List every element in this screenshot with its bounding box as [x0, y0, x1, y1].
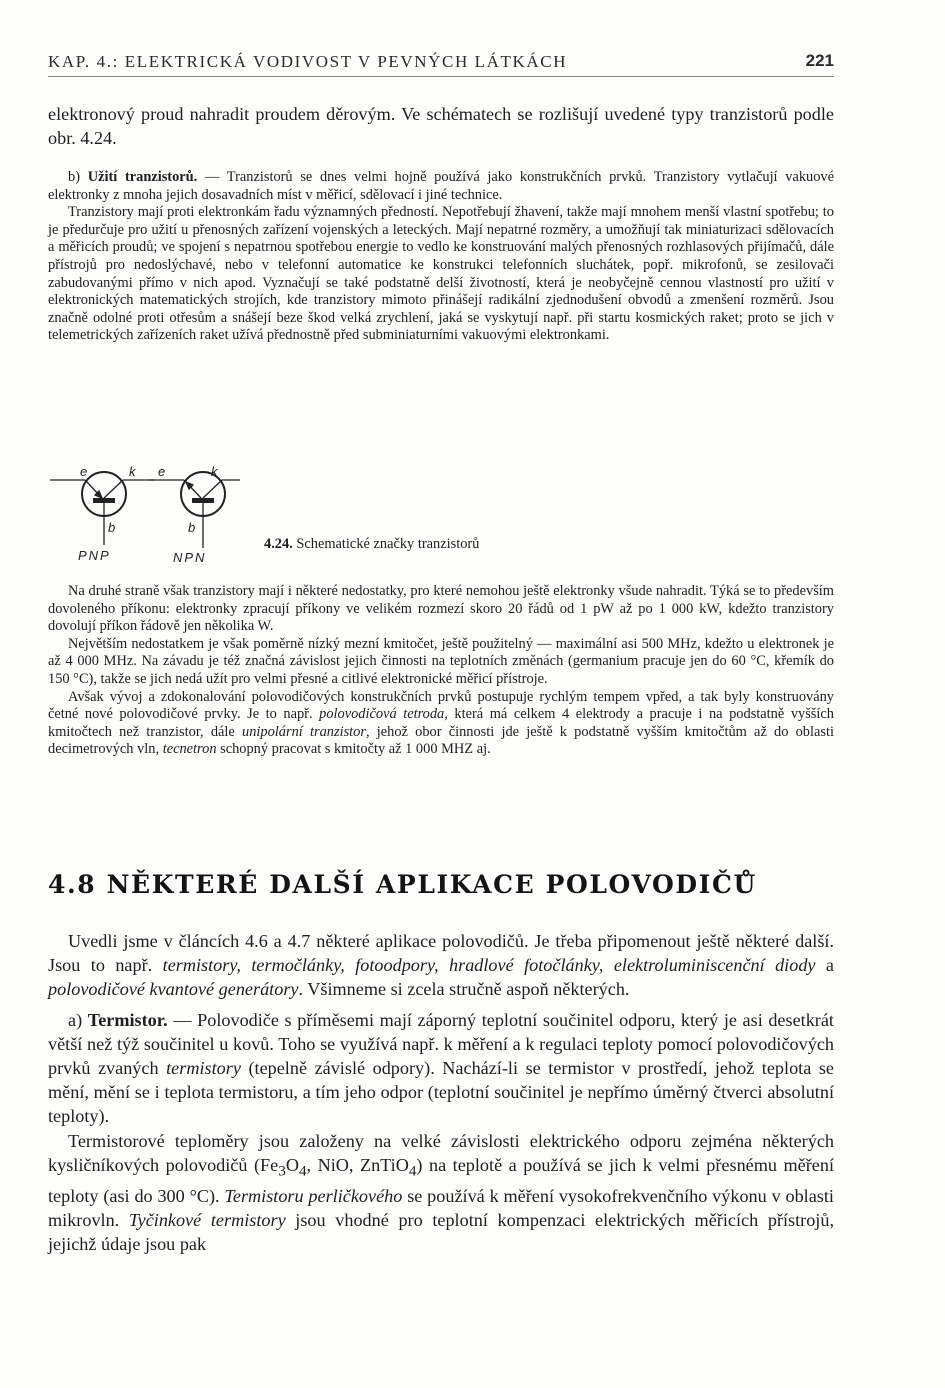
drawbacks-paragraph-1: Na druhé straně však tranzistory mají i některé nedostatky, pro které nemohou ještě elektronky všude nahradit. Týká se to především dovoleného příkonu: elektronky zpracují příkony ve velikém rozmezí skoro 20 řádů od 1 pW až po 1 000 kW, kdežto tranzistory dovolují příkon řádově jen několika W. — [48, 583, 834, 635]
npn-collector-label: k — [211, 464, 218, 479]
term-unipolar: unipolární tranzistor — [242, 723, 366, 740]
termistor-paragraph — [48, 1008, 834, 1129]
intro-b: a — [815, 955, 834, 976]
sub-4b: 4 — [408, 1162, 417, 1180]
pnp-emitter-label: e — [80, 464, 88, 479]
transistor-symbols-figure — [48, 460, 248, 570]
intro-c: . Všimneme si zcela stručně aspoň některých. — [298, 979, 630, 1000]
running-title: KAP. 4.: ELEKTRICKÁ VODIVOST V PEVNÝCH LÁTKÁCH — [48, 52, 568, 71]
thermo-b: O — [285, 1154, 299, 1175]
thermometer-paragraph — [48, 1129, 834, 1257]
pnp-base-label: b — [108, 520, 116, 535]
section-b-prefix: b) — [68, 169, 88, 185]
pnp-symbol-icon — [50, 472, 154, 545]
bead-thermistor: Termistoru perličkového — [224, 1185, 403, 1206]
drawbacks-block — [48, 583, 834, 759]
term-tetroda: polovodičová tetroda — [319, 706, 445, 723]
section-heading-4-8: 4.8 NĚKTERÉ DALŠÍ APLIKACE POLOVODIČŮ — [48, 870, 757, 899]
figure-number: 4.24. — [264, 536, 293, 552]
section-b-title: Užití tranzistorů. — [87, 169, 198, 185]
intro-paragraph — [48, 102, 834, 150]
thermo-c: , NiO, ZnTiO — [306, 1154, 409, 1175]
termistor-prefix: a) — [68, 1009, 88, 1030]
figure-caption-text: Schematické značky tranzistorů — [292, 536, 480, 552]
device-list: termistory, termočlánky, fotoodpory, hradlové fotočlánky, elektroluminiscenční diody — [162, 955, 816, 976]
termistor-b: (tepelně závislé odpory). Nachází-li se termistor v prostředí, jehož teplota se mění, mění se i teplota termistoru, a tím jeho odpor (teplotní součinitel je nepřímo úměrný čtverci absolutní teploty). — [48, 1058, 834, 1127]
thermo-d: ) na teplotě a používá se jich k velmi přesnému měření teploty (asi do 300 °C). — [48, 1154, 834, 1206]
rod-thermistors: Tyčinkové termistory — [128, 1209, 286, 1230]
transistor-symbols-svg — [48, 460, 248, 570]
npn-base-label: b — [188, 520, 196, 535]
page-number: 221 — [805, 51, 834, 70]
drawbacks-paragraph-3 — [48, 689, 834, 759]
drawbacks-paragraph-2: Největším nedostatkem je však poměrně nízký mezní kmitočet, ještě použitelný — maximální asi 500 MHz, kdežto u elektronek je až 4 000 MHz. Na závadu je též značná závislost jejich činnosti na teplotních změnách (germanium pracuje jen do 60 °C, křemík do 150 °C), takže se jich nedá užít pro velmi přesné a citlivé elektronické měřicí přístroje. — [48, 635, 834, 687]
sub-3: 3 — [278, 1162, 286, 1180]
header-rule — [48, 76, 834, 77]
p3-text-a: Avšak vývoj a zdokonalování polovodičových konstrukčních prvků postupuje rychlým tempem vpřed, a tak byly konstruovány četné nové polovodičové prvky. Je to např. — [48, 688, 834, 723]
thermo-f: jsou vhodné pro teplotní kompenzaci elektrických měřicích přístrojů, jejichž údaje jsou pak — [48, 1209, 834, 1255]
thermo-e: se používá k měření vysokofrekvenčního výkonu v oblasti mikrovln. — [48, 1185, 834, 1230]
intro-text: elektronový proud nahradit proudem děrovým. Ve schématech se rozlišují uvedené typy tranzistorů podle obr. 4.24. — [48, 104, 834, 149]
pnp-collector-label: k — [129, 464, 136, 479]
term-tecnetron: tecnetron — [162, 741, 217, 758]
p3-text-c: , jehož obor činnosti jde ještě k podstatně vyšším kmitočtům až do oblasti decimetrových vln, — [48, 723, 834, 758]
section-b-p1-text: — Tranzistorů se dnes velmi hojně používá jako konstrukčních prvků. Tranzistory vytlačují vakuové elektronky z mnoha jejich dosavadních míst v měřicí, sdělovací i jiné technice. — [48, 169, 834, 203]
running-header — [48, 52, 834, 72]
npn-type-label: NPN — [173, 550, 207, 565]
npn-symbol-icon — [148, 472, 240, 548]
quantum-generators: polovodičové kvantové generátory — [48, 979, 299, 1000]
termistor-title: Termistor. — [87, 1009, 168, 1030]
section-b-paragraph-1 — [48, 169, 834, 204]
intro-a: Uvedli jsme v článcích 4.6 a 4.7 některé aplikace polovodičů. Je třeba připomenout ještě některé další. Jsou to např. — [48, 931, 834, 976]
thermo-a: Termistorové teploměry jsou založeny na velké závislosti elektrického odporu zejména některých kysličníkových polovodičů (Fe — [48, 1130, 834, 1175]
section-4-8-body — [48, 929, 834, 1256]
sub-4a: 4 — [298, 1162, 307, 1180]
npn-emitter-label: e — [158, 464, 166, 479]
p3-text-b: , která má celkem 4 elektrody a pracuje i na podstatně vyšších kmitočtech než tranzistor, dále — [48, 706, 834, 740]
section-4-8-intro — [48, 929, 834, 1002]
p3-text-d: schopný pracovat s kmitočty až 1 000 MHZ aj. — [216, 741, 491, 758]
pnp-type-label: PNP — [78, 548, 111, 563]
figure-caption — [264, 536, 479, 553]
termistor-a: — Polovodiče s příměsemi mají záporný teplotní součinitel odporu, který je asi desetkrát větší než týž součinitel u kovů. Toho se využívá např. k měření a k regulaci teploty pomocí polovodičových prvků zvaných — [48, 1009, 834, 1079]
section-b-block — [48, 169, 834, 345]
section-b-paragraph-2: Tranzistory mají proti elektronkám řadu významných předností. Nepotřebují žhavení, takže mají mnohem menší vlastní spotřebu; to je předurčuje pro užití u přenosných zařízení vojenských a leteckých. Mají nepatrné rozměry, a umožňují tak miniaturizaci sdělovacích a měřicích proudů; ve spojení s nepatrnou spotřebou energie to vedlo ke konstruování malých přenosných rozhlasových přijímačů, dále přístrojů pro nedoslýchavé, nebo v telefonní automatice ke konstrukci telefonních sluchátek, popř. mikrofonů, se zesilovači zabudovanými přímo v nich apod. Vyznačují se také podstatně delší životností, která je neobyčejně cennou vlastností pro užití v elektronických matematických strojích, kde tranzistory mimoto přinášejí radikální zjednodušení obvodů a zmenšení rozměrů. Jsou značně odolné proti otřesům a snášejí beze škod velká zrychlení, jaká se vyskytují např. při startu kosmických raket; proto se jich v telemetrických zařízeních raket užívá přednostně před subminiaturními vakuovými elektronkami. — [48, 204, 834, 344]
termistory-term: termistory — [166, 1058, 241, 1079]
